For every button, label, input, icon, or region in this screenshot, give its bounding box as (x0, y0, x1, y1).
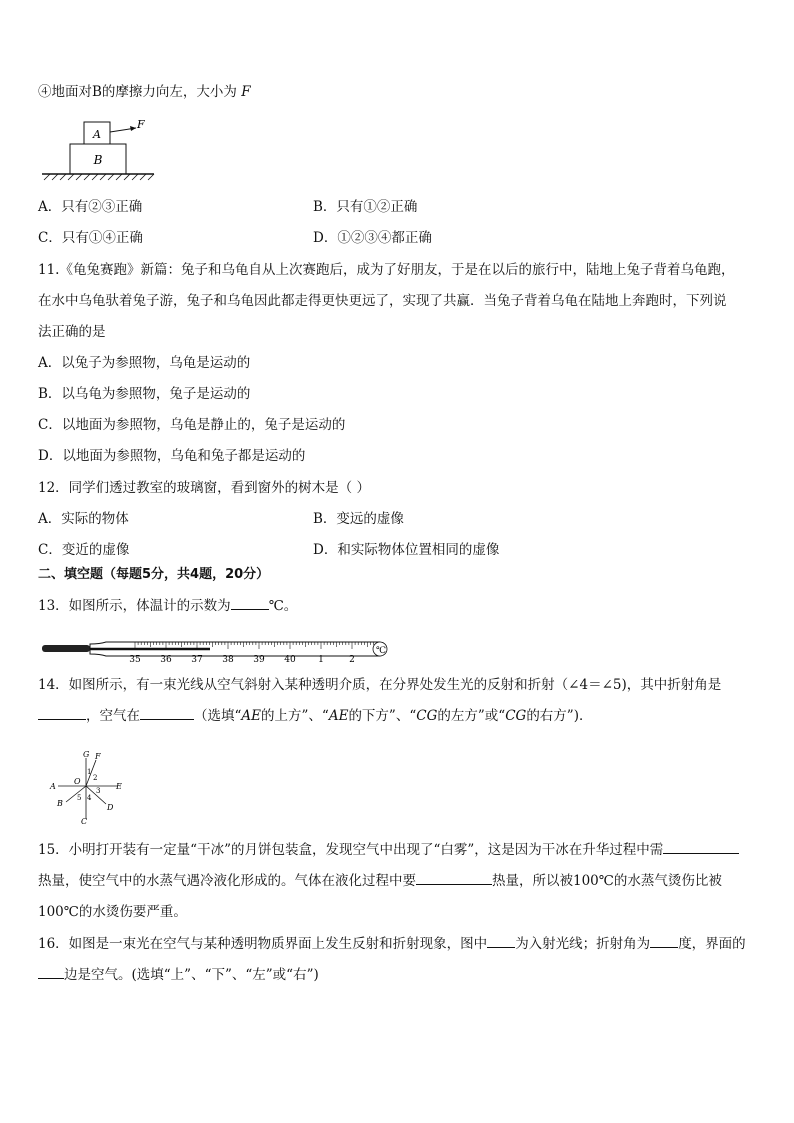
q14-blank-2[interactable] (140, 707, 194, 720)
thermometer-label: 36 (160, 655, 172, 664)
light-label-e: E (116, 782, 122, 791)
q15-text-2b: 热量，所以被100℃的水蒸气烫伤比被 (492, 873, 722, 889)
q15-stem-line-3: 100℃的水烫伤要严重。 (38, 904, 187, 920)
light-angle-4: 4 (87, 794, 92, 802)
q13-stem (38, 597, 297, 615)
q15-stem-line-1 (38, 841, 739, 859)
q10-option-c: C．只有①④正确 (38, 230, 143, 246)
thermometer-unit: ℃ (376, 646, 387, 656)
light-label-b: B (57, 799, 63, 808)
thermometer-label: 2 (349, 655, 355, 664)
q13-text-pre: 13．如图所示，体温计的示数为 (38, 598, 231, 614)
q11-stem-line-2: 在水中乌龟驮着兔子游，兔子和乌龟因此都走得更快更远了，实现了共赢．当兔子背着乌龟在陆地上奔跑时，下列说 (38, 293, 727, 309)
force-f-label: F (137, 118, 145, 131)
q12-option-c: C．变近的虚像 (38, 542, 130, 558)
q14-text-e: 的左方”或“ (437, 708, 506, 724)
q14-blank-1[interactable] (38, 707, 86, 720)
thermometer-label: 37 (191, 655, 203, 664)
q15-stem-line-2 (38, 872, 722, 890)
q14-text-f: 的右方”)． (526, 708, 593, 724)
q14-stem-line-2 (38, 707, 592, 725)
q13-text-post: ℃。 (268, 598, 298, 614)
q16-text-1a: 16．如图是一束光在空气与某种透明物质界面上发生反射和折射现象，图中 (38, 936, 488, 952)
q11-option-a: A．以兔子为参照物，乌龟是运动的 (38, 355, 251, 371)
block-a-label: A (93, 128, 101, 141)
q10-item-4 (38, 83, 251, 101)
q12-stem: 12．同学们透过教室的玻璃窗，看到窗外的树木是（ ） (38, 480, 370, 496)
q14-cg-1: CG (416, 708, 438, 724)
thermometer-label: 35 (129, 655, 141, 664)
light-label-g: G (83, 750, 90, 759)
q16-text-1b: 为入射光线；折射角为 (515, 936, 651, 952)
q12-option-d: D．和实际物体位置相同的虚像 (313, 542, 500, 558)
q15-blank-1[interactable] (663, 841, 739, 854)
q12-option-b: B．变远的虚像 (313, 511, 404, 527)
q14-ae-2: AE (328, 708, 349, 724)
q11-option-c: C．以地面为参照物，乌龟是静止的，兔子是运动的 (38, 417, 346, 433)
figure-light-rays (48, 748, 128, 826)
q10-item-4-var: F (241, 84, 251, 100)
light-angle-5: 5 (77, 794, 82, 802)
light-label-o: O (74, 777, 81, 786)
q13-answer-blank[interactable] (231, 597, 269, 610)
light-label-a: A (50, 782, 56, 791)
q16-text-2: 边是空气。(选填“上”、“下”、“左”或“右”) (64, 967, 319, 983)
light-angle-1: 1 (87, 768, 92, 776)
q10-option-b: B．只有①②正确 (313, 199, 418, 215)
q11-option-b: B．以乌龟为参照物，兔子是运动的 (38, 386, 251, 402)
light-angle-2: 2 (93, 774, 98, 782)
figure-thermometer (40, 634, 390, 664)
thermometer-label: 1 (318, 655, 324, 664)
light-angle-3: 3 (96, 787, 101, 795)
q11-stem-line-3: 法正确的是 (38, 324, 106, 340)
thermometer-label: 39 (253, 655, 265, 664)
thermometer-label: 38 (222, 655, 234, 664)
q10-option-a: A．只有②③正确 (38, 199, 143, 215)
light-label-f: F (95, 752, 101, 761)
q14-text-a: ，空气在 (86, 708, 140, 724)
q15-blank-2[interactable] (416, 872, 492, 885)
q11-stem-line-1: 11.《龟兔赛跑》新篇：兔子和乌龟自从上次赛跑后，成为了好朋友，于是在以后的旅行中，陆地上兔子背着乌龟跑， (38, 262, 735, 278)
q14-text-d: 的下方”、“ (348, 708, 417, 724)
q10-item-4-text: ④地面对B的摩擦力向左，大小为 (38, 84, 237, 100)
light-label-c: C (81, 817, 88, 826)
q16-blank-2[interactable] (650, 935, 678, 948)
q16-text-1c: 度，界面的 (678, 936, 746, 952)
q10-option-d: D．①②③④都正确 (313, 230, 432, 246)
q16-stem-line-2 (38, 966, 319, 984)
figure-blocks (40, 116, 160, 186)
q14-stem-line-1: 14．如图所示，有一束光线从空气斜射入某种透明介质，在分界处发生光的反射和折射（∠4＝∠5)，其中折射角是 (38, 677, 722, 693)
q15-text-2a: 热量，使空气中的水蒸气遇冷液化形成的。气体在液化过程中要 (38, 873, 416, 889)
q12-option-a: A．实际的物体 (38, 511, 129, 527)
q11-option-d: D．以地面为参照物，乌龟和兔子都是运动的 (38, 448, 306, 464)
q14-text-c: 的上方”、“ (261, 708, 329, 724)
section-2-heading: 二、填空题（每题5分，共4题，20分） (38, 567, 270, 582)
q16-blank-1[interactable] (487, 935, 515, 948)
q15-text-1: 15．小明打开装有一定量“干冰”的月饼包装盒，发现空气中出现了“白雾”，这是因为干冰在升华过程中需 (38, 842, 664, 858)
block-b-label: B (93, 153, 103, 167)
q14-cg-2: CG (505, 708, 527, 724)
q14-ae-1: AE (241, 708, 262, 724)
q16-stem-line-1 (38, 935, 746, 953)
light-label-d: D (107, 803, 114, 812)
thermometer-label: 40 (284, 655, 296, 664)
q16-blank-3[interactable] (38, 966, 64, 979)
q14-text-b: （选填“ (194, 708, 242, 724)
